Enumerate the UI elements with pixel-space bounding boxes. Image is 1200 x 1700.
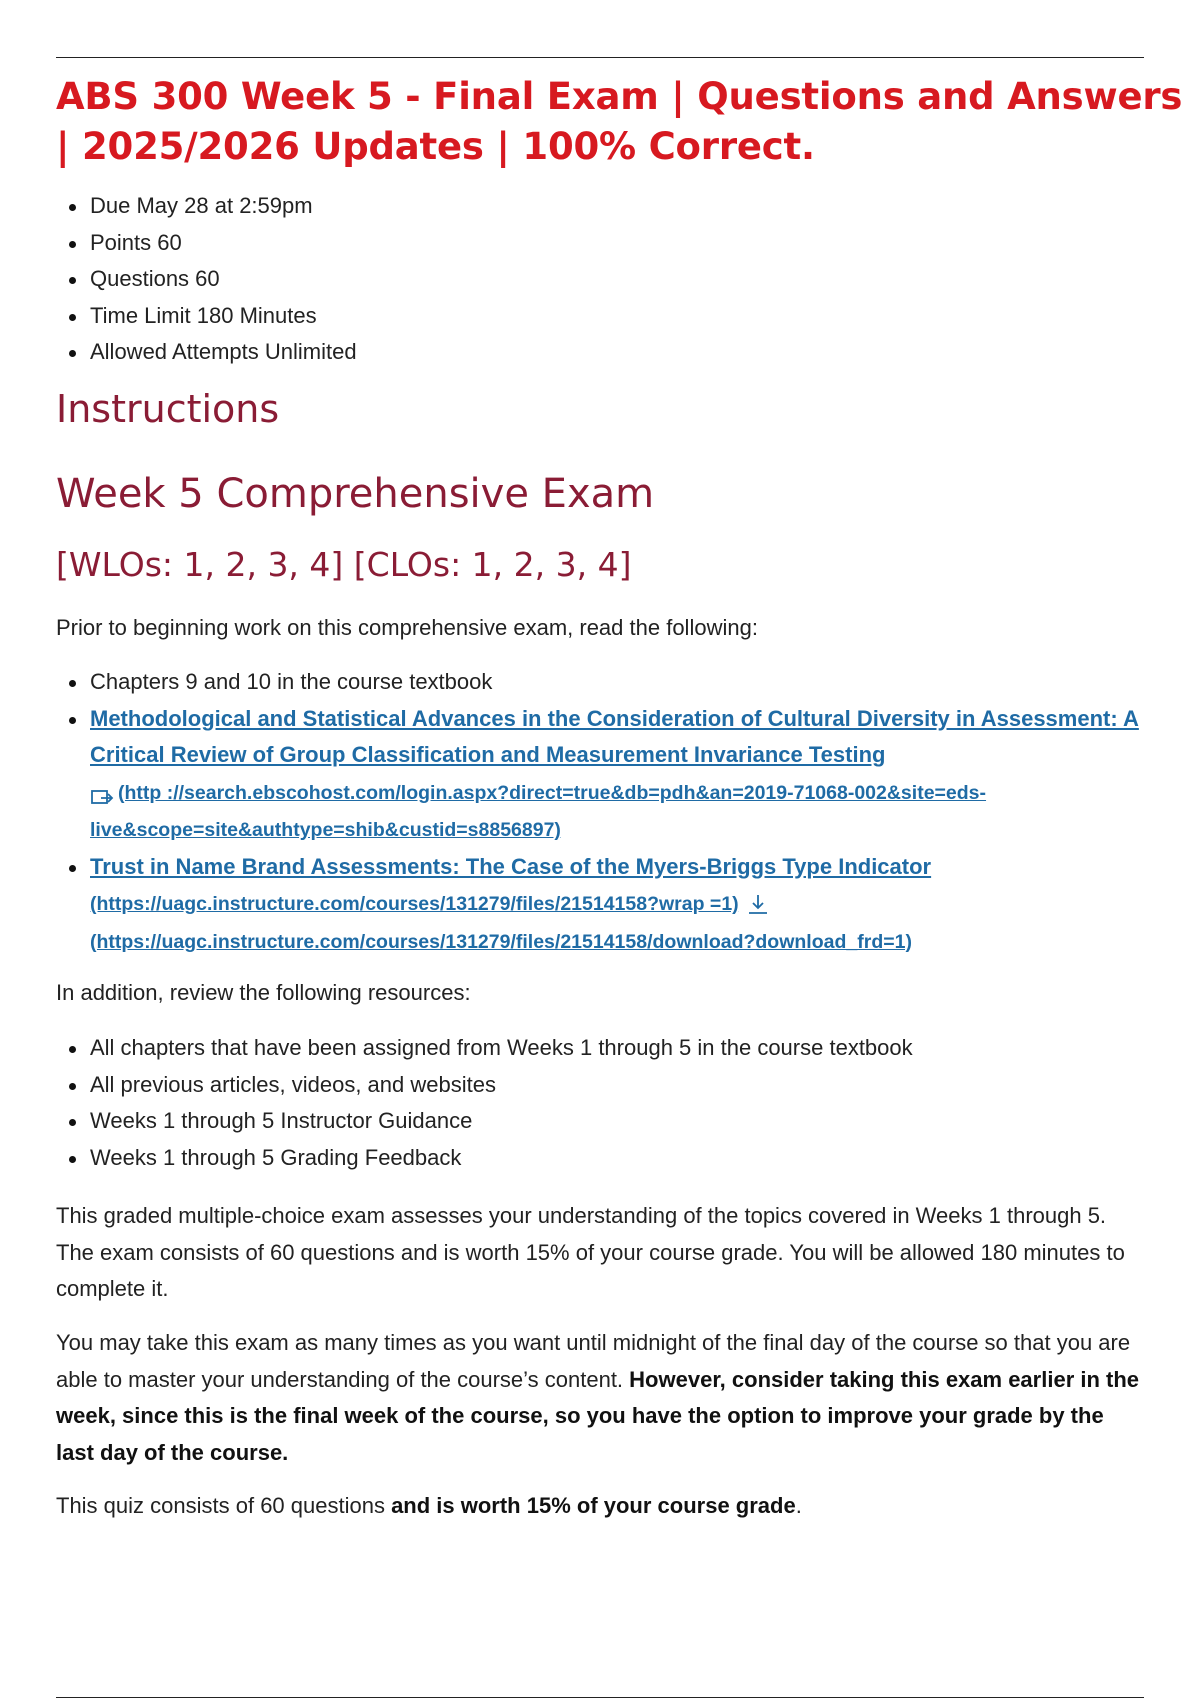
resource-item: Weeks 1 through 5 Grading Feedback — [56, 1140, 913, 1177]
meta-questions: Questions 60 — [56, 261, 357, 298]
article-myers-briggs-download-url[interactable]: (https://uagc.instructure.com/courses/131279/files/21514158/download?download_frd=1) — [90, 930, 912, 953]
document-title: ABS 300 Week 5 - Final Exam | Questions and Answers | 2025/2026 Updates | 100% Correct. — [56, 75, 1183, 168]
quiz-summary-text: This quiz consists of 60 questions — [56, 1493, 392, 1518]
quiz-summary-end: . — [795, 1493, 802, 1518]
retake-policy-emphasis: However, consider taking this exam earlier in the week, since this is the final week of the course, so you have the option to improve your grade by the last day of the course. — [56, 1366, 1140, 1465]
article-cultural-diversity-url-row — [90, 774, 1144, 849]
required-reading-list — [56, 664, 1144, 960]
instructions-heading: Instructions — [56, 387, 280, 431]
additional-resources-intro: In addition, review the following resources: — [56, 980, 471, 1005]
article-cultural-diversity-link[interactable]: Methodological and Statistical Advances in the Consideration of Cultural Diversity in Assessment: A Critical Review of Group Classification and Measurement Invariance Testing — [90, 705, 1139, 767]
meta-attempts: Allowed Attempts Unlimited — [56, 334, 357, 371]
document-page — [56, 0, 1183, 1700]
quiz-summary — [56, 1488, 1144, 1525]
download-icon[interactable] — [745, 892, 771, 916]
review-resources-list — [56, 1030, 913, 1176]
quiz-summary-emphasis: and is worth 15% of your course grade — [391, 1493, 796, 1518]
exam-heading: Week 5 Comprehensive Exam — [56, 471, 655, 517]
learning-outcomes-heading: [WLOs: 1, 2, 3, 4] [CLOs: 1, 2, 3, 4] — [56, 545, 632, 584]
article-cultural-diversity-url[interactable]: (http ://search.ebscohost.com/login.aspx?direct=true&db=pdh&an=2019-71068-002&site=eds-live&scope=site&authtype=shib&custid=s8856897) — [90, 781, 987, 841]
article-myers-briggs-url-row — [90, 885, 1144, 923]
bottom-rule — [56, 1697, 1144, 1698]
article-myers-briggs-download-row — [90, 923, 1144, 961]
quiz-meta-list — [56, 188, 357, 371]
resource-item: All chapters that have been assigned from Weeks 1 through 5 in the course textbook — [56, 1030, 913, 1067]
meta-due: Due May 28 at 2:59pm — [56, 188, 357, 225]
meta-points: Points 60 — [56, 225, 357, 262]
article-myers-briggs-url[interactable]: (https://uagc.instructure.com/courses/131279/files/21514158?wrap =1) — [90, 893, 739, 915]
resource-item: Weeks 1 through 5 Instructor Guidance — [56, 1103, 913, 1140]
exam-description: This graded multiple-choice exam assesses your understanding of the topics covered in Weeks 1 through 5. The exam consists of 60 questions and is worth 15% of your course grade. You will be allowed 180 minutes to complete it. — [56, 1203, 1125, 1301]
reading-chapters-text: Chapters 9 and 10 in the course textbook — [90, 669, 493, 694]
retake-policy — [56, 1325, 1144, 1471]
top-rule — [56, 57, 1144, 58]
external-link-icon[interactable] — [90, 783, 116, 803]
article-myers-briggs-link[interactable]: Trust in Name Brand Assessments: The Case of the Myers-Briggs Type Indicator — [90, 853, 932, 879]
meta-time-limit: Time Limit 180 Minutes — [56, 298, 357, 335]
prior-reading-intro: Prior to beginning work on this comprehensive exam, read the following: — [56, 615, 758, 640]
resource-item: All previous articles, videos, and websites — [56, 1067, 913, 1104]
reading-article-myers-briggs — [56, 849, 1144, 961]
retake-policy-text: You may take this exam as many times as you want until midnight of the final day of the course so that you are able to master your understanding of the course’s content. — [56, 1330, 1131, 1392]
reading-article-cultural-diversity — [56, 701, 1144, 849]
reading-chapters — [56, 664, 1144, 701]
